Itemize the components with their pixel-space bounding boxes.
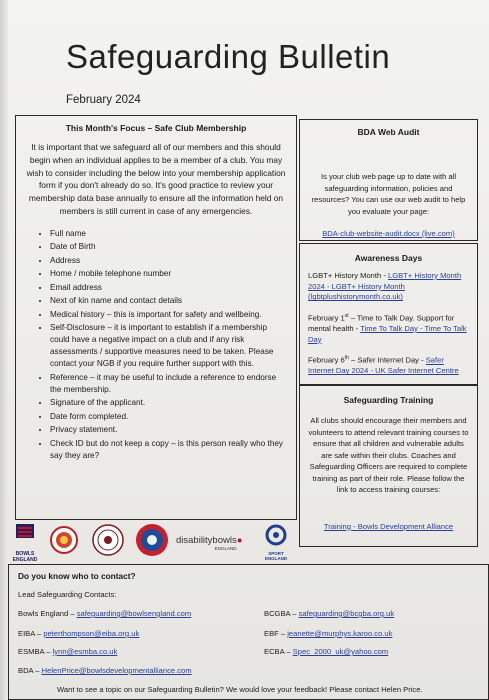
bulletin-date: February 2024 bbox=[66, 94, 141, 106]
page-edge-shadow bbox=[0, 0, 8, 700]
ebf-logo bbox=[90, 524, 126, 561]
contact-bda bbox=[18, 666, 192, 675]
list-item: • Next of kin name and contact details bbox=[50, 295, 288, 307]
bowls-england-wordmark: BOWLS ENGLAND bbox=[12, 551, 38, 563]
eiba-logo bbox=[134, 522, 170, 563]
awareness-item-safer-internet bbox=[308, 353, 471, 377]
bcgba-logo bbox=[50, 526, 78, 559]
list-item: • Reference – it may be useful to include a reference to endorse the membership. bbox=[50, 372, 288, 396]
contact-org: ESMBA – bbox=[18, 647, 53, 656]
sport-england-swirl-icon bbox=[260, 524, 292, 546]
disability-bowls-subtitle: ENGLAND bbox=[214, 546, 237, 551]
contact-ebf bbox=[264, 629, 392, 638]
awareness-heading: Awareness Days bbox=[354, 253, 423, 263]
contact-bcgba bbox=[264, 609, 394, 618]
lead-contacts-label: Lead Safeguarding Contacts: bbox=[18, 590, 117, 599]
contact-org: ECBA – bbox=[264, 647, 293, 656]
lions-crest-icon bbox=[12, 522, 38, 546]
ordinal-suffix: th bbox=[344, 355, 349, 362]
contacts-box bbox=[8, 564, 489, 700]
awareness-text: LGBT+ History Month - bbox=[308, 271, 388, 280]
contact-eiba bbox=[18, 629, 139, 638]
list-item: • Date of Birth bbox=[50, 241, 288, 253]
globe-badge-icon bbox=[134, 522, 170, 558]
list-item: • Full name bbox=[50, 228, 288, 240]
list-item: • Privacy statement. bbox=[50, 424, 288, 436]
lgbt-history-link[interactable]: LGBT+ History Month 2024 - LGBT+ History Month (lgbtplushistorymonth.co.uk) bbox=[308, 271, 462, 302]
awareness-item-lgbt bbox=[308, 271, 471, 303]
safer-internet-link[interactable]: Safer Internet Day 2024 - UK Safer Internet Centre bbox=[308, 355, 459, 376]
contact-org: BDA – bbox=[18, 666, 42, 675]
contact-org: Bowls England – bbox=[18, 609, 77, 618]
contact-bowls-england bbox=[18, 609, 191, 618]
awareness-text: – Time to Talk Day. Support for mental health - bbox=[308, 313, 455, 333]
contact-org: EBF – bbox=[264, 629, 288, 638]
feedback-footer: Want to see a topic on our Safeguarding Bulletin? We would love your feedback! Please contact Helen Price. bbox=[57, 685, 423, 694]
contact-email-link[interactable]: safeguarding@bcgba.org.uk bbox=[298, 609, 395, 618]
focus-intro: It is important that we safeguard all of our members and this should begin when an individual applies to be a member of a club. You may wish to consider including the below into your membership application form if you don't already do so. It's good practice to review your membership data base annually to ensure all the information held on members is still current in case of any emergencies. bbox=[26, 142, 286, 216]
contact-email-link[interactable]: peterthompson@eiba.org.uk bbox=[43, 629, 140, 638]
web-audit-box bbox=[299, 119, 478, 241]
training-heading: Safeguarding Training bbox=[343, 395, 434, 405]
focus-heading: This Month's Focus – Safe Club Membership bbox=[65, 123, 247, 133]
training-box bbox=[299, 384, 478, 547]
bowls-england-logo bbox=[12, 522, 38, 563]
partner-logos bbox=[12, 520, 297, 566]
contact-email-link[interactable]: HelenPrice@bowlsdevelopmentalliance.com bbox=[41, 666, 192, 675]
list-item: • Check ID but do not keep a copy – is this person really who they say they are? bbox=[50, 438, 288, 462]
contact-email-link[interactable]: Spec_2000_uk@yahoo.com bbox=[292, 647, 389, 656]
audit-body: Is your club web page up to date with all safeguarding information, policies and resources? You can use our web audit to help you evaluate your page: bbox=[311, 172, 466, 216]
list-item: • Date form completed. bbox=[50, 411, 288, 423]
training-link[interactable]: Training - Bowls Development Alliance bbox=[323, 521, 454, 531]
contact-email-link[interactable]: lynn@esmba.co.uk bbox=[52, 647, 118, 656]
disability-bowls-logo bbox=[176, 535, 242, 551]
list-item: • Signature of the applicant. bbox=[50, 397, 288, 409]
audit-link[interactable]: BDA-club-website-audit.docx (live.com) bbox=[322, 229, 455, 238]
audit-heading: BDA Web Audit bbox=[357, 127, 420, 137]
disability-bowls-wordmark: disabilitybowls bbox=[176, 535, 237, 546]
bowl-figure-icon: ● bbox=[236, 535, 243, 546]
contact-esmba bbox=[18, 647, 117, 656]
contacts-heading: Do you know who to contact? bbox=[18, 571, 136, 581]
membership-checklist bbox=[16, 228, 296, 462]
contact-email-link[interactable]: jeanette@murphys.karoo.co.uk bbox=[287, 629, 393, 638]
contact-ecba bbox=[264, 647, 388, 656]
contact-email-link[interactable]: safeguarding@bowlsengland.com bbox=[76, 609, 192, 618]
training-body: All clubs should encourage their members and volunteers to attend relevant training courses to ensure that all children and vulnerable adults are safe within their clubs. Coaches and Safeguarding Officers are required to complete training as part of their role. Please follow the link to access training courses: bbox=[308, 416, 469, 494]
page-title: Safeguarding Bulletin bbox=[66, 38, 391, 75]
time-to-talk-link[interactable]: Time To Talk Day - Time To Talk Day bbox=[308, 323, 467, 344]
list-item: • Medical history – this is important for safety and wellbeing. bbox=[50, 309, 288, 321]
round-emblem-icon bbox=[90, 524, 126, 556]
list-item: • Self-Disclosure – it is important to establish if a membership could have a negative impact on a club and if any risk assessments / supportive measures need to be taken. Please contact your NGB if you require further support with this. bbox=[50, 322, 288, 370]
monthly-focus-box bbox=[15, 115, 297, 520]
sport-england-logo bbox=[260, 524, 292, 561]
awareness-item-time-to-talk bbox=[308, 311, 471, 345]
ordinal-suffix: st bbox=[344, 312, 349, 319]
list-item: • Home / mobile telephone number bbox=[50, 268, 288, 280]
awareness-date: February 6 bbox=[308, 355, 345, 365]
awareness-date: February 1 bbox=[308, 313, 345, 323]
awareness-days-box bbox=[299, 243, 478, 386]
awareness-text: – Safer Internet Day - bbox=[348, 355, 426, 365]
list-item: • Address bbox=[50, 255, 288, 267]
contact-org: EIBA – bbox=[18, 629, 44, 638]
circular-badge-icon bbox=[50, 526, 78, 554]
list-item: • Email address bbox=[50, 282, 288, 294]
contact-org: BCGBA – bbox=[264, 609, 299, 618]
sport-england-wordmark: SPORT ENGLAND bbox=[264, 551, 288, 561]
